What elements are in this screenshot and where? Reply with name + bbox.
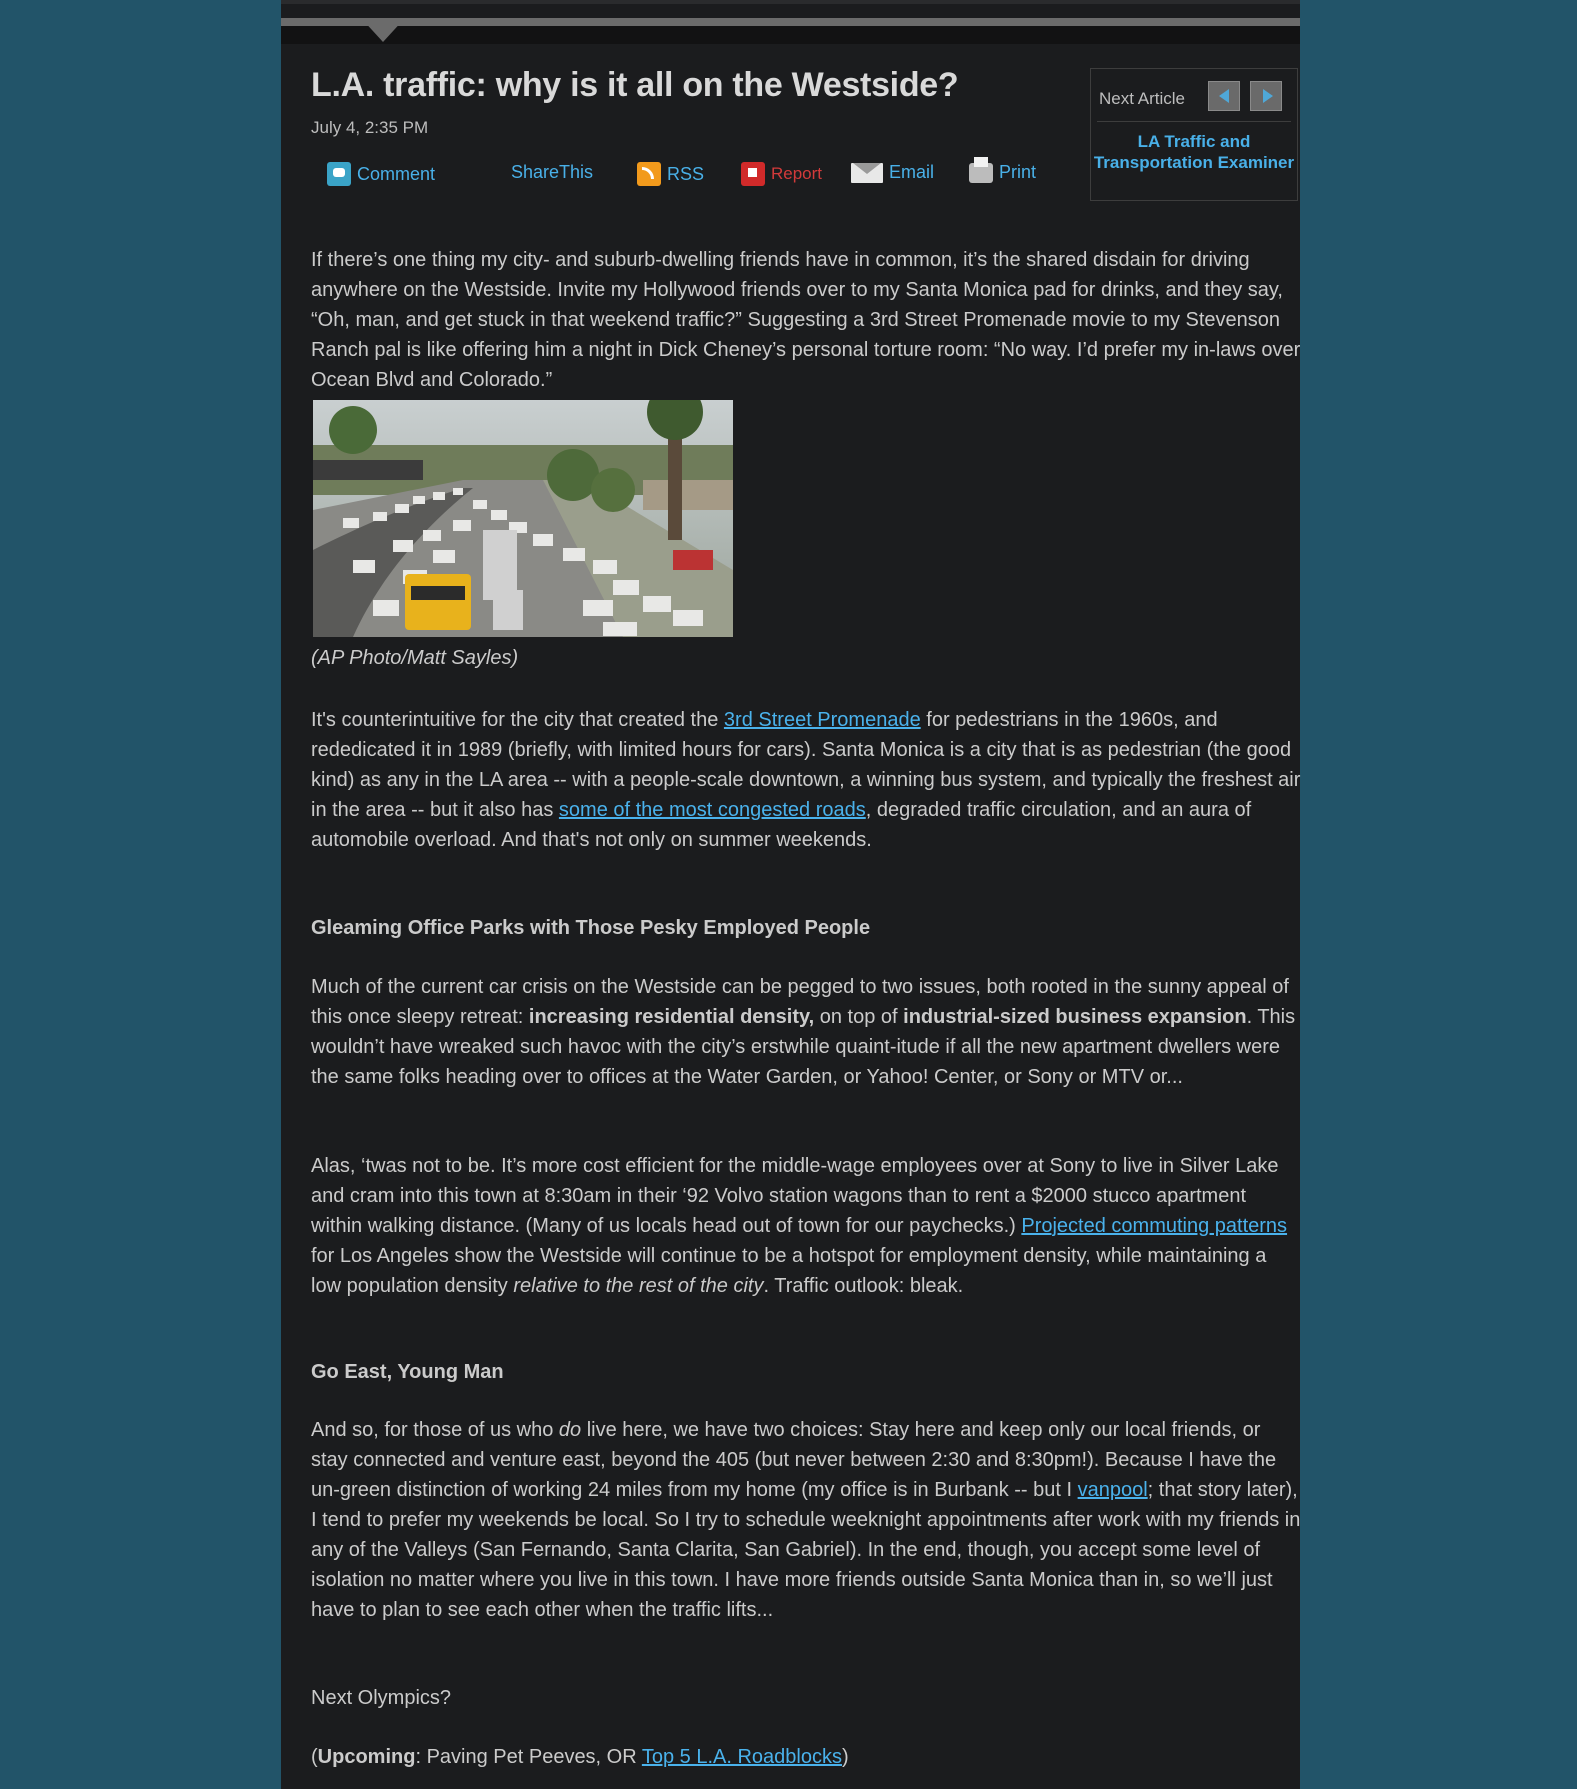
rss-button[interactable]: [637, 162, 704, 186]
text: . This wouldn’t have wreaked such havoc with the city’s erstwhile quaint-itude if all the new apartment dwellers were the same folks heading over to offices at the Water Garden, or Yahoo! Center, or Sony or MTV or...: [311, 1006, 1296, 1088]
text: And so, for those of us who: [311, 1419, 559, 1441]
paragraph-5: [311, 1415, 1301, 1625]
section-heading-go-east: Go East, Young Man: [311, 1361, 504, 1383]
top-bar-notch: [361, 18, 405, 42]
next-article-box: [1090, 68, 1298, 201]
comment-label: Comment: [357, 163, 436, 184]
italic-text: do: [558, 1419, 582, 1441]
paragraph-upcoming: [311, 1742, 1301, 1772]
bold-text: increasing residential density,: [528, 1006, 815, 1028]
paragraph-next-olympics: Next Olympics?: [311, 1687, 452, 1709]
article-date: July 4, 2:35 PM: [311, 118, 429, 137]
section-heading-office-parks: Gleaming Office Parks with Those Pesky Employed People: [311, 917, 871, 939]
paragraph-2: [311, 705, 1301, 855]
text: live here, we have two choices: Stay here and keep only our local friends, or stay connected and venture east, beyond the 405 (but never between 2:30 and 8:30pm!). Because I have the un-green distinction of working 24 miles from my home (my office is in Burbank -- but I: [311, 1419, 1277, 1501]
envelope-icon: [851, 163, 883, 183]
link-projected-commuting-patterns[interactable]: Projected commuting patterns: [1021, 1215, 1288, 1237]
next-article-divider: [1097, 121, 1291, 122]
text: ): [842, 1746, 849, 1768]
email-button[interactable]: [851, 162, 934, 183]
bold-text: industrial-sized business expansion: [903, 1006, 1247, 1028]
article-page: [281, 0, 1300, 1789]
text: It's counterintuitive for the city that created the: [311, 709, 724, 731]
report-label: Report: [771, 164, 823, 183]
article-title: L.A. traffic: why is it all on the Westside?: [311, 66, 959, 104]
paragraph-4: [311, 1151, 1301, 1301]
traffic-photo: [313, 400, 733, 637]
text: . Traffic outlook: bleak.: [763, 1275, 964, 1297]
comment-button[interactable]: [327, 162, 435, 186]
comment-icon: [327, 162, 351, 186]
link-vanpool[interactable]: vanpool: [1077, 1479, 1148, 1501]
italic-text: relative to the rest of the city: [513, 1275, 764, 1297]
text: ; that story later), I tend to prefer my weekends be local. So I try to schedule weeknight appointments after work with my friends in any of the Valleys (San Fernando, Santa Clarita, San Gabriel). In the end, though, you accept some level of isolation no matter where you live in this town. I have more friends outside Santa Monica than in, so we’ll just have to plan to see each other when the traffic lifts...: [311, 1479, 1301, 1621]
link-congested-roads[interactable]: some of the most congested roads: [558, 799, 866, 821]
link-3rd-street-promenade[interactable]: 3rd Street Promenade: [723, 709, 921, 731]
paragraph-3: [311, 972, 1301, 1092]
text: : Paving Pet Peeves, OR: [415, 1746, 642, 1768]
printer-icon: [969, 163, 993, 183]
rss-icon: [637, 162, 661, 186]
link-top-5-roadblocks[interactable]: Top 5 L.A. Roadblocks: [641, 1746, 842, 1768]
article-intro: [311, 245, 1301, 395]
text: for Los Angeles show the Westside will continue to be a hotspot for employment density, while maintaining a low population density: [311, 1245, 1267, 1297]
previous-arrow-button[interactable]: [1208, 81, 1240, 111]
text: on top of: [814, 1006, 904, 1028]
bold-text: Upcoming: [317, 1746, 416, 1768]
next-article-link[interactable]: LA Traffic and Transportation Examiner: [1093, 132, 1295, 172]
email-label: Email: [889, 162, 935, 182]
next-arrow-button[interactable]: [1250, 81, 1282, 111]
text: Much of the current car crisis on the Westside can be pegged to two issues, both rooted in the sunny appeal of this once sleepy retreat:: [311, 976, 1289, 1028]
print-label: Print: [999, 162, 1037, 182]
next-article-label: Next Article: [1099, 89, 1185, 108]
sharethis-label: ShareThis: [511, 162, 594, 182]
top-bar: [281, 0, 1300, 44]
text: (: [311, 1746, 318, 1768]
report-button[interactable]: [741, 162, 822, 186]
print-button[interactable]: [969, 162, 1036, 183]
text: , degraded traffic circulation, and an aura of automobile overload. And that's not only on summer weekends.: [311, 799, 1252, 851]
rss-label: RSS: [667, 163, 705, 184]
report-flag-icon: [741, 162, 765, 186]
sharethis-button[interactable]: [511, 162, 593, 183]
text: Alas, ‘twas not to be. It’s more cost efficient for the middle-wage employees over at Sony to live in Silver Lake and cram into this town at 8:30am in their ‘92 Volvo station wagons than to rent a $2000 stucco apartment within walking distance. (Many of us locals head out of town for our paychecks.): [311, 1155, 1279, 1237]
photo-caption: (AP Photo/Matt Sayles): [311, 647, 519, 669]
text: for pedestrians in the 1960s, and rededicated it in 1989 (briefly, with limited hours for cars). Santa Monica is a city that is as pedestrian (the good kind) as any in the LA area -- with a people-scale downtown, a winning bus system, and typically the freshest air in the area -- but it also has: [311, 709, 1301, 821]
paragraph-intro: If there’s one thing my city- and suburb-dwelling friends have in common, it’s the shared disdain for driving anywhere on the Westside. Invite my Hollywood friends over to my Santa Monica pad for drinks, and they say, “Oh, man, and get stuck in that weekend traffic?” Suggesting a 3rd Street Promenade movie to my Stevenson Ranch pal is like offering him a night in Dick Cheney’s personal torture room: “No way. I’d prefer my in-laws over Ocean Blvd and Colorado.”: [311, 249, 1301, 391]
